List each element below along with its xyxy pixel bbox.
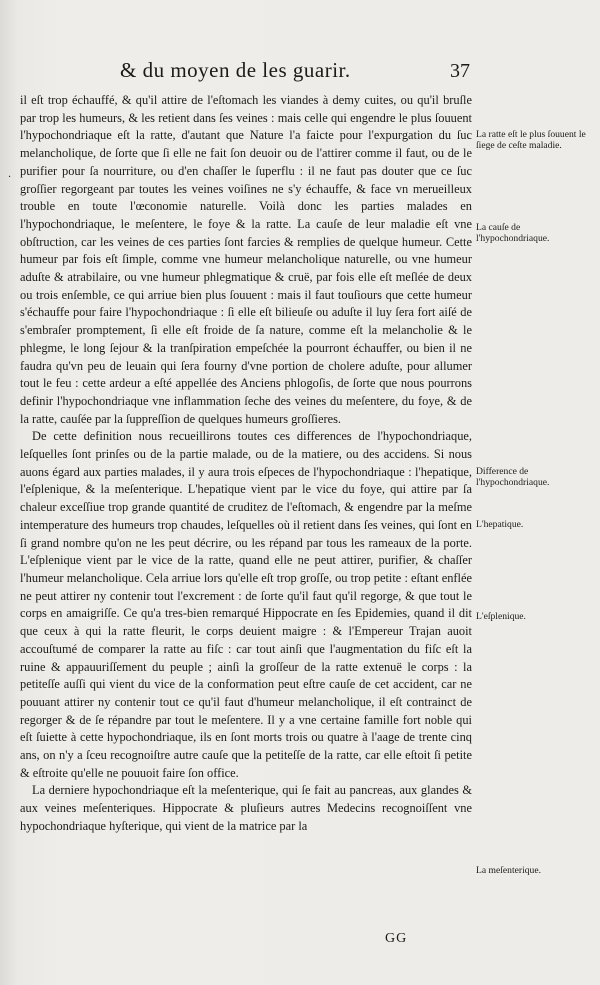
running-title: & du moyen de les guarir. bbox=[120, 58, 351, 82]
paragraph-3: La derniere hypochondriaque eſt la meſenterique, qui ſe fait au pancreas, aux glandes & aux veines meſenteriques. Hippocrate & pluſieurs autres Medecins recognoiſſent vne hypochondriaque hyſterique, qui vient de la matrice par la bbox=[20, 783, 472, 833]
margin-note-mesenterique: La meſenterique. bbox=[476, 865, 541, 876]
paragraph-1: il eſt trop échauffé, & qu'il attire de l'eſtomach les viandes à demy cuites, ou qu'il bruſle par trop les humeurs, & les retient dans ſes veines : mais celle qui engendre le plus ſouuent l'hypochondriaque eſt la ratte, d'autant que Nature l'a faicte pour l'expurgation du ſuc melancholique, de ſorte que ſi elle ne fait ſon deuoir ou de l'attirer comme il faut, ou de le purifier pour ſa nourriture, ou d'en chaſſer le ſuperflu : il ne faut pas douter que ce ſuc groſſier regorgeant par toutes les veines voiſines ne s'y échauffe, & face vn merueilleux trouble en toute l'œconomie naturelle. Voilà donc les parties malades en l'hypochondriaque, le meſentere, le foye & la ratte. La cauſe de leur maladie eſt vne obſtruction, car les veines de ces parties ſont farcies & remplies de quelque humeur. Cette humeur par fois eſt ſimple, comme vne humeur melancholique naturelle, ou vne humeur aduſte & atrabilaire, ou vne humeur phlegmatique & cruë, par fois elle eſt meſlée de deux ou trois enſemble, ce qui arriue bien plus ſouuent : mais il faut touſiours que cette humeur s'échauffe pour faire l'hypochondriaque : ſi elle eſt bilieuſe ou aduſte il luy ſera fort aiſé de s'embraſer promptement, ſi elle eſt froide de ſa nature, comme eſt la melancholie & le phlegme, le long ſejour & la tranſpiration empeſchée la pourront échauffer, ou bien il ne faudra qu'vn peu de leuain qui ſera fourny d'vne portion de cholere aduſte, pour allumer tout le feu : cette ardeur a eſté appellée des Anciens phlogoſis, de ſorte que nous pourrons definir l'hypochondriaque vne inflammation ſeche des veines du meſentere, du foye, & de la ratte, cauſée par la ſuppreſſion de quelques humeurs groſſieres. bbox=[20, 93, 472, 426]
running-head bbox=[120, 58, 520, 88]
margin-note-ratte: La ratte eſt le plus ſouuent le ſiege de ceſte maladie. bbox=[476, 129, 586, 151]
margin-dot: · bbox=[8, 172, 12, 183]
margin-note-cause: La cauſe de l'hypochondriaque. bbox=[476, 222, 550, 244]
body-text bbox=[20, 92, 472, 836]
margin-note-difference: Difference de l'hypochondriaque. bbox=[476, 466, 550, 488]
margin-note-esplenique: L'eſplenique. bbox=[476, 611, 526, 622]
paragraph-2: De cette definition nous recueillirons toutes ces differences de l'hypochondriaque, leſquelles ſont prinſes ou de la partie malade, ou de la matiere, ou des accidens. Si nous auons égard aux parties malades, il y aura trois eſpeces de l'hypochondriaque : l'hepatique, l'eſplenique, & la meſenterique. L'hepatique vient par le vice du foye, qui attire par ſa chaleur exceſſiue trop grande quantité de cruditez de l'eſtomach, & engendre par la meſme intemperature des humeurs trop chaudes, leſquelles où il retient dans ſes veines, qui ſont en ſi grand nombre qu'on ne les peut décrire, ou les répand par tous les rameaux de la porte. L'eſplenique vient par le vice de la ratte, quand elle ne peut attirer, purifier, & chaſſer l'humeur melancholique. Cela arriue lors qu'elle eſt trop groſſe, ou trop petite : eſtant enflée ne peut attirer ny contenir tout l'excrement : de ſorte qu'il faut qu'il regorge, & que tout le corps en amaigriſſe. Ce qu'a tres-bien remarqué Hippocrate en ſes Epidemies, quand il dit que ceux à qui la ratte fleurit, le corps deuient maigre : & l'Empereur Trajan auoit accouſtumé de comparer la ratte au fiſc : car tout ainſi que l'augmentation du fiſc eſt la ruine & appauuriſſement du peuple ; ainſi la groſſeur de la ratte extenuë le corps : la petiteſſe auſſi qui vient du vice de la conformation peut eſtre cauſe de cet accident, car ne pouuant attirer ny contenir tout ce qu'il faut d'humeur melancholique, il eſt contrainct de regorger & de ſe répandre par tout le meſentere. Il y a vne certaine famille fort noble qui eſt ſuiette à cette hypochondriaque, ils en ſont morts trois ou quatre à l'aage de trente cinq ans, on n'y a ſceu recognoiſtre autre cauſe que la petiteſſe de la ratte, car elle eſtoit ſi petite & eſtroite qu'elle ne pouuoit faire ſon office. bbox=[20, 429, 472, 780]
margin-note-hepatique: L'hepatique. bbox=[476, 519, 524, 530]
signature-mark: GG bbox=[385, 931, 408, 946]
page-number: 37 bbox=[450, 60, 470, 82]
